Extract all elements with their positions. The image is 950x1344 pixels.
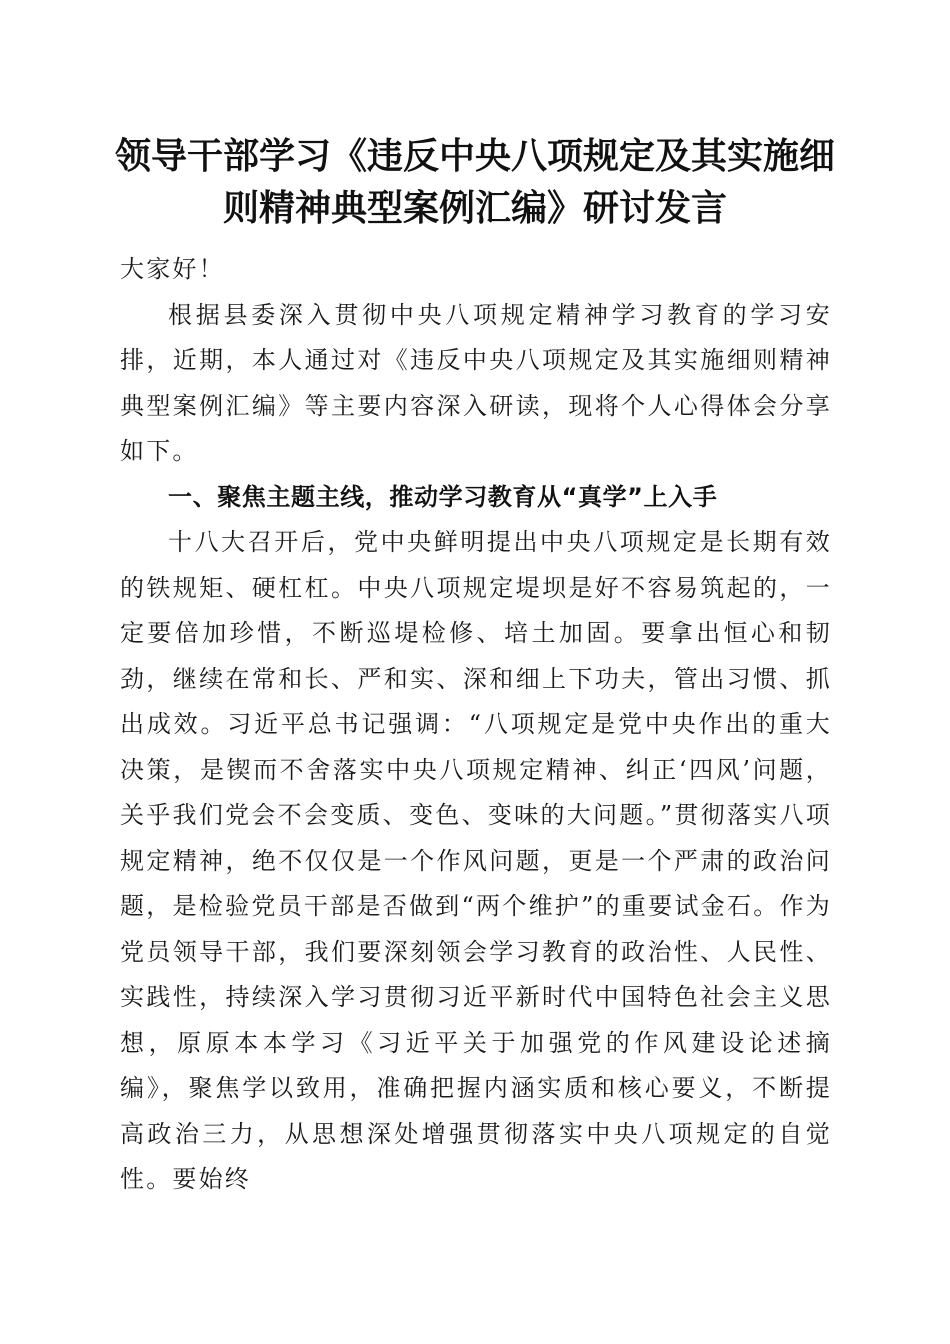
document-body	[120, 247, 832, 1203]
document-title	[100, 130, 850, 234]
title-line-2: 则精神典型案例汇编》研讨发言	[222, 187, 727, 229]
intro-paragraph: 根据县委深入贯彻中央八项规定精神学习教育的学习安排，近期，本人通过对《违反中央八项规定及其实施细则精神典型案例汇编》等主要内容深入研读，现将个人心得体会分享如下。	[120, 300, 832, 465]
title-line-1: 领导干部学习《违反中央八项规定及其实施细	[114, 135, 835, 177]
greeting: 大家好！	[120, 255, 225, 283]
section-heading-1: 一、聚焦主题主线，推动学习教育从“真学”上入手	[168, 482, 718, 511]
section-1-paragraph: 十八大召开后，党中央鲜明提出中央八项规定是长期有效的铁规矩、硬杠杠。中央八项规定堤坝是好不容易筑起的，一定要倍加珍惜，不断巡堤检修、培土加固。要拿出恒心和韧劲，继续在常和长、严和实、深和细上下功夫，管出习惯、抓出成效。习近平总书记强调：“八项规定是党中央作出的重大决策，是锲而不舍落实中央八项规定精神、纠正‘四风’问题，关乎我们党会不会变质、变色、变味的大问题。”贯彻落实八项规定精神，绝不仅仅是一个作风问题，更是一个严肃的政治问题，是检验党员干部是否做到“两个维护”的重要试金石。作为党员领导干部，我们要深刻领会学习教育的政治性、人民性、实践性，持续深入学习贯彻习近平新时代中国特色社会主义思想，原原本本学习《习近平关于加强党的作风建设论述摘编》，聚焦学以致用，准确把握内涵实质和核心要义，不断提高政治三力，从思想深处增强贯彻落实中央八项规定的自觉性。要始终	[120, 528, 832, 1193]
